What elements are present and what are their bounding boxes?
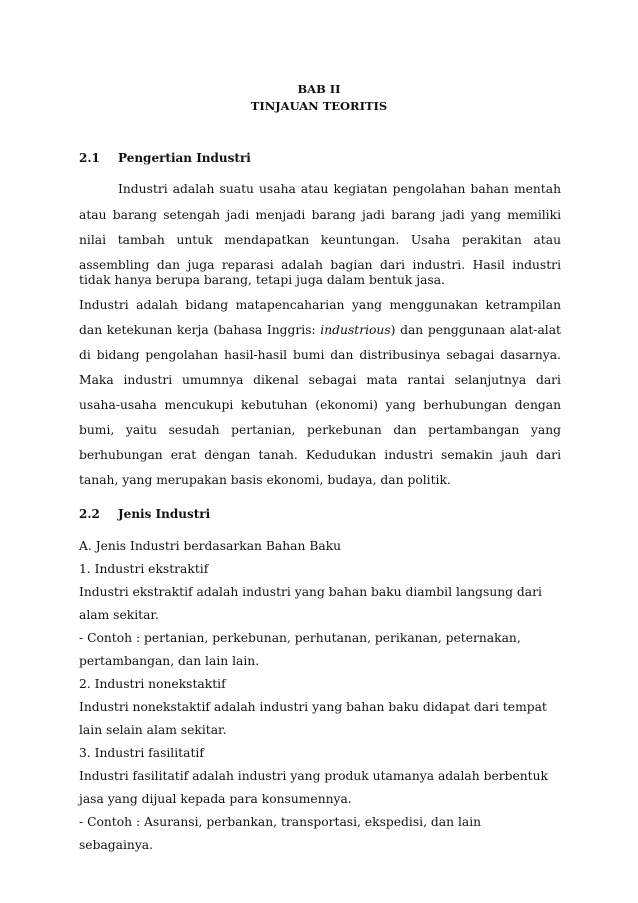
text-segment: ) dan penggunaan alat-alat [390, 323, 561, 337]
paragraph-line: assembling dan juga reparasi adalah bagian dari industri. Hasil industri [79, 258, 561, 272]
chapter-title: TINJAUAN TEORITIS [250, 99, 388, 113]
list-line: - Contoh : Asuransi, perbankan, transportasi, ekspedisi, dan lain [79, 815, 482, 829]
list-line: - Contoh : pertanian, perkebunan, perhutanan, perikanan, peternakan, [79, 631, 521, 645]
paragraph-line: bumi, yaitu sesudah pertanian, perkebunan dan pertambangan yang [79, 423, 561, 437]
list-line: alam sekitar. [79, 608, 159, 622]
list-line: 3. Industri fasilitatif [79, 746, 204, 760]
section-number: 2.1 [79, 151, 100, 165]
paragraph-line: berhubungan erat dengan tanah. Kedudukan industri semakin jauh dari [79, 448, 561, 462]
paragraph-line: Maka industri umumnya dikenal sebagai mata rantai selanjutnya dari [79, 373, 561, 387]
list-line: A. Jenis Industri berdasarkan Bahan Baku [79, 539, 342, 553]
list-line: 1. Industri ekstraktif [79, 562, 209, 576]
list-line: 2. Industri nonekstaktif [79, 677, 226, 691]
section-heading-2-2 [79, 507, 210, 521]
paragraph-line: di bidang pengolahan hasil-hasil bumi dan distribusinya sebagai dasarnya. [79, 348, 561, 362]
paragraph-line-with-italic [79, 323, 561, 337]
chapter-label: BAB II [297, 82, 341, 96]
list-line: pertambangan, dan lain lain. [79, 654, 260, 668]
section-number: 2.2 [79, 507, 100, 521]
paragraph-line: Industri adalah bidang matapencaharian yang menggunakan ketrampilan [79, 298, 561, 312]
paragraph-line: tanah, yang merupakan basis ekonomi, budaya, dan politik. [79, 473, 451, 487]
section-heading-2-1 [79, 151, 251, 165]
text-segment: dan ketekunan kerja (bahasa Inggris: [79, 323, 321, 337]
section-title: Pengertian Industri [118, 151, 251, 165]
paragraph-line: atau barang setengah jadi menjadi barang jadi barang jadi yang memiliki [79, 208, 561, 222]
list-line: lain selain alam sekitar. [79, 723, 227, 737]
list-line: sebagainya. [79, 838, 154, 852]
paragraph-line: nilai tambah untuk mendapatkan keuntungan. Usaha perakitan atau [79, 233, 561, 247]
list-line: Industri ekstraktif adalah industri yang bahan baku diambil langsung dari [79, 585, 542, 599]
paragraph-line: Industri adalah suatu usaha atau kegiatan pengolahan bahan mentah [118, 182, 561, 196]
paragraph-line: usaha-usaha mencukupi kebutuhan (ekonomi) yang berhubungan dengan [79, 398, 561, 412]
paragraph-line: tidak hanya berupa barang, tetapi juga dalam bentuk jasa. [79, 273, 445, 287]
italic-term: industrious [320, 323, 391, 337]
list-line: Industri nonekstaktif adalah industri yang bahan baku didapat dari tempat [79, 700, 547, 714]
list-line: Industri fasilitatif adalah industri yang produk utamanya adalah berbentuk [79, 769, 548, 783]
section-title: Jenis Industri [118, 507, 211, 521]
list-line: jasa yang dijual kepada para konsumennya. [79, 792, 352, 806]
